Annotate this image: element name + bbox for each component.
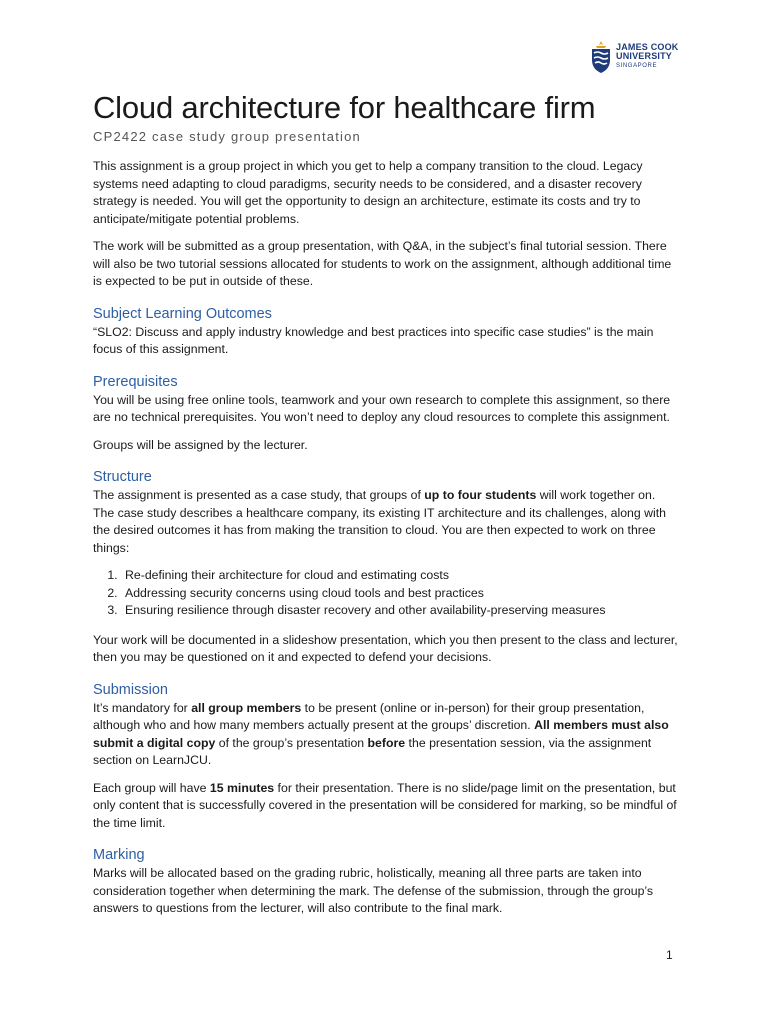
outcomes-heading: Subject Learning Outcomes: [93, 305, 272, 322]
structure-paragraph: [93, 487, 678, 557]
submission-text: to be present (online or in-person) for their group presentation, although who and how many members actually present at the groups’ discretion.: [93, 700, 645, 732]
list-item: 3. Ensuring resilience through disaster recovery and other availability-preserving measures: [121, 602, 678, 620]
structure-emphasis: up to four students: [424, 488, 537, 502]
submission-heading: Submission: [93, 681, 168, 698]
list-item: 1. Re-defining their architecture for cloud and estimating costs: [121, 567, 678, 585]
outcomes-paragraph: “SLO2: Discuss and apply industry knowledge and best practices into specific case studies” is the main focus of this assignment.: [93, 324, 654, 356]
submission-text: Each group will have: [93, 780, 210, 795]
submission-emphasis: all group members: [191, 700, 302, 715]
structure-list: [93, 567, 678, 620]
marking-paragraph: Marks will be allocated based on the grading rubric, holistically, meaning all three parts are taken into consideration together when determining the mark. The defense of the submission, through the group’s answers to questions from the lecturer, will also contribute to the final mark.: [93, 866, 654, 915]
marking-heading: Marking: [93, 847, 145, 863]
submission-text: the presentation session, via the assignment section on LearnJCU.: [93, 735, 652, 767]
crest-icon: [590, 40, 612, 74]
university-logo: [590, 40, 680, 76]
submission-text: of the group’s presentation: [215, 735, 368, 750]
submission-paragraph-1: [93, 700, 678, 770]
structure-text-b: will work together on. The case study describes a healthcare company, its existing IT architecture and its challenges, along with the desired outcomes it has from making the transition to cloud. You are then expected to work on three things:: [93, 488, 667, 555]
logo-line-3: SINGAPORE: [616, 63, 658, 69]
logo-line-2: UNIVERSITY: [616, 51, 673, 61]
submission-emphasis: before: [367, 735, 406, 750]
list-item: 2. Addressing security concerns using cloud tools and best practices: [121, 585, 678, 603]
intro-paragraph-2: The work will be submitted as a group presentation, with Q&A, in the subject’s final tutorial session. There will also be two tutorial sessions allocated for students to work on the assignment, although additional time is expected to be put in outside of these.: [93, 239, 672, 288]
submission-text: for their presentation. There is no slide/page limit on the presentation, but only content that is successfully covered in the presentation will be considered for marking, so be mindful of the time limit.: [93, 780, 677, 830]
document-title: Cloud architecture for healthcare firm: [93, 90, 596, 125]
intro-paragraph-1: This assignment is a group project in which you get to help a company transition to the cloud. Legacy systems need adapting to cloud paradigms, security needs to be considered, and a disaster recovery strategy is needed. You will get the opportunity to design an architecture, estimate its costs and try to anticipate/mitigate potential problems.: [93, 159, 643, 226]
submission-emphasis: 15 minutes: [209, 780, 275, 795]
document-subtitle: CP2422 case study group presentation: [93, 129, 361, 144]
structure-heading: Structure: [93, 469, 152, 485]
page-number: 1: [666, 948, 673, 962]
logo-line-1: JAMES COOK: [616, 42, 679, 52]
prerequisites-heading: Prerequisites: [93, 373, 178, 390]
prerequisites-paragraph-2: Groups will be assigned by the lecturer.: [93, 437, 308, 452]
document-body: [93, 88, 678, 928]
prerequisites-paragraph-1: You will be using free online tools, teamwork and your own research to complete this assignment, so there are no technical prerequisites. You won’t need to deploy any cloud resources to complete this assignment.: [93, 392, 671, 424]
submission-paragraph-2: [93, 780, 678, 833]
submission-text: It’s mandatory for: [93, 700, 192, 715]
submission-emphasis: All members must also submit a digital copy: [93, 718, 669, 750]
structure-paragraph-after: Your work will be documented in a slideshow presentation, which you then present to the class and lecturer, then you may be questioned on it and expected to defend your decisions.: [93, 632, 678, 664]
structure-text-a: The assignment is presented as a case study, that groups of: [93, 488, 425, 502]
